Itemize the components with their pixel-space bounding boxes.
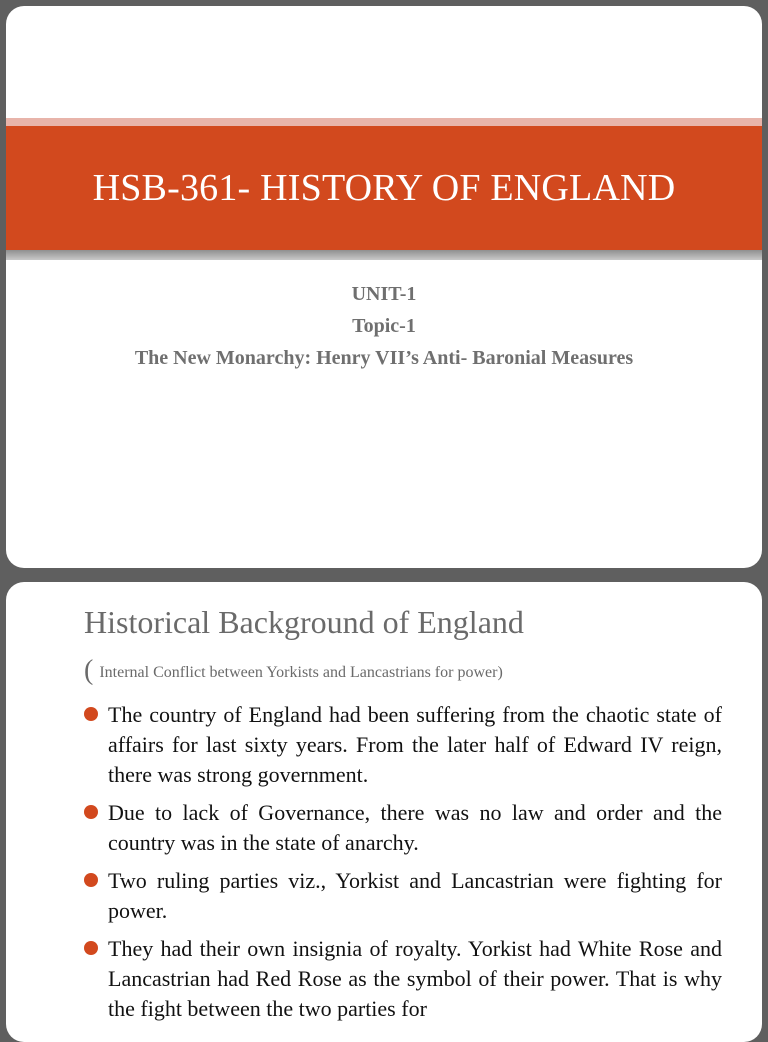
- bullet-text: Two ruling parties viz., Yorkist and Lancastrian were fighting for power.: [108, 868, 722, 923]
- subtitle-open-paren: (: [84, 655, 94, 686]
- title-band: [6, 126, 762, 250]
- topic-label: Topic-1: [352, 315, 416, 337]
- slide-2-title: Historical Background of England: [84, 604, 524, 640]
- subtitle-text: Internal Conflict between Yorkists and Lancastrians for power): [99, 664, 503, 681]
- bullet-text: Due to lack of Governance, there was no law and order and the country was in the state of anarchy.: [108, 800, 722, 855]
- bullet-dot-icon: [84, 707, 98, 721]
- bullet-text: The country of England had been suffering from the chaotic state of affairs for last sixty years. From the later half of Edward IV reign, there was strong government.: [108, 702, 722, 787]
- slide-2: [6, 582, 762, 1042]
- bullet-item: [84, 866, 722, 926]
- slide-2-subtitle: [84, 655, 503, 687]
- bullet-list: [84, 700, 722, 1032]
- unit-label: UNIT-1: [351, 283, 417, 305]
- topic-title: The New Monarchy: Henry VII’s Anti- Baronial Measures: [134, 347, 634, 369]
- bullet-item: [84, 700, 722, 790]
- bullet-item: [84, 798, 722, 858]
- bullet-dot-icon: [84, 873, 98, 887]
- slide-1: [6, 6, 762, 568]
- bullet-text: They had their own insignia of royalty. Yorkist had White Rose and Lancastrian had Red Rose as the symbol of their power. That is why the fight between the two parties for: [108, 936, 722, 1021]
- bullet-item: [84, 934, 722, 1024]
- bullet-dot-icon: [84, 941, 98, 955]
- title-band-top-accent: [6, 118, 762, 126]
- slide-1-subtitle: [6, 278, 762, 374]
- course-title: HSB-361- HISTORY OF ENGLAND: [92, 167, 676, 209]
- title-band-shadow: [6, 250, 762, 260]
- bullet-dot-icon: [84, 805, 98, 819]
